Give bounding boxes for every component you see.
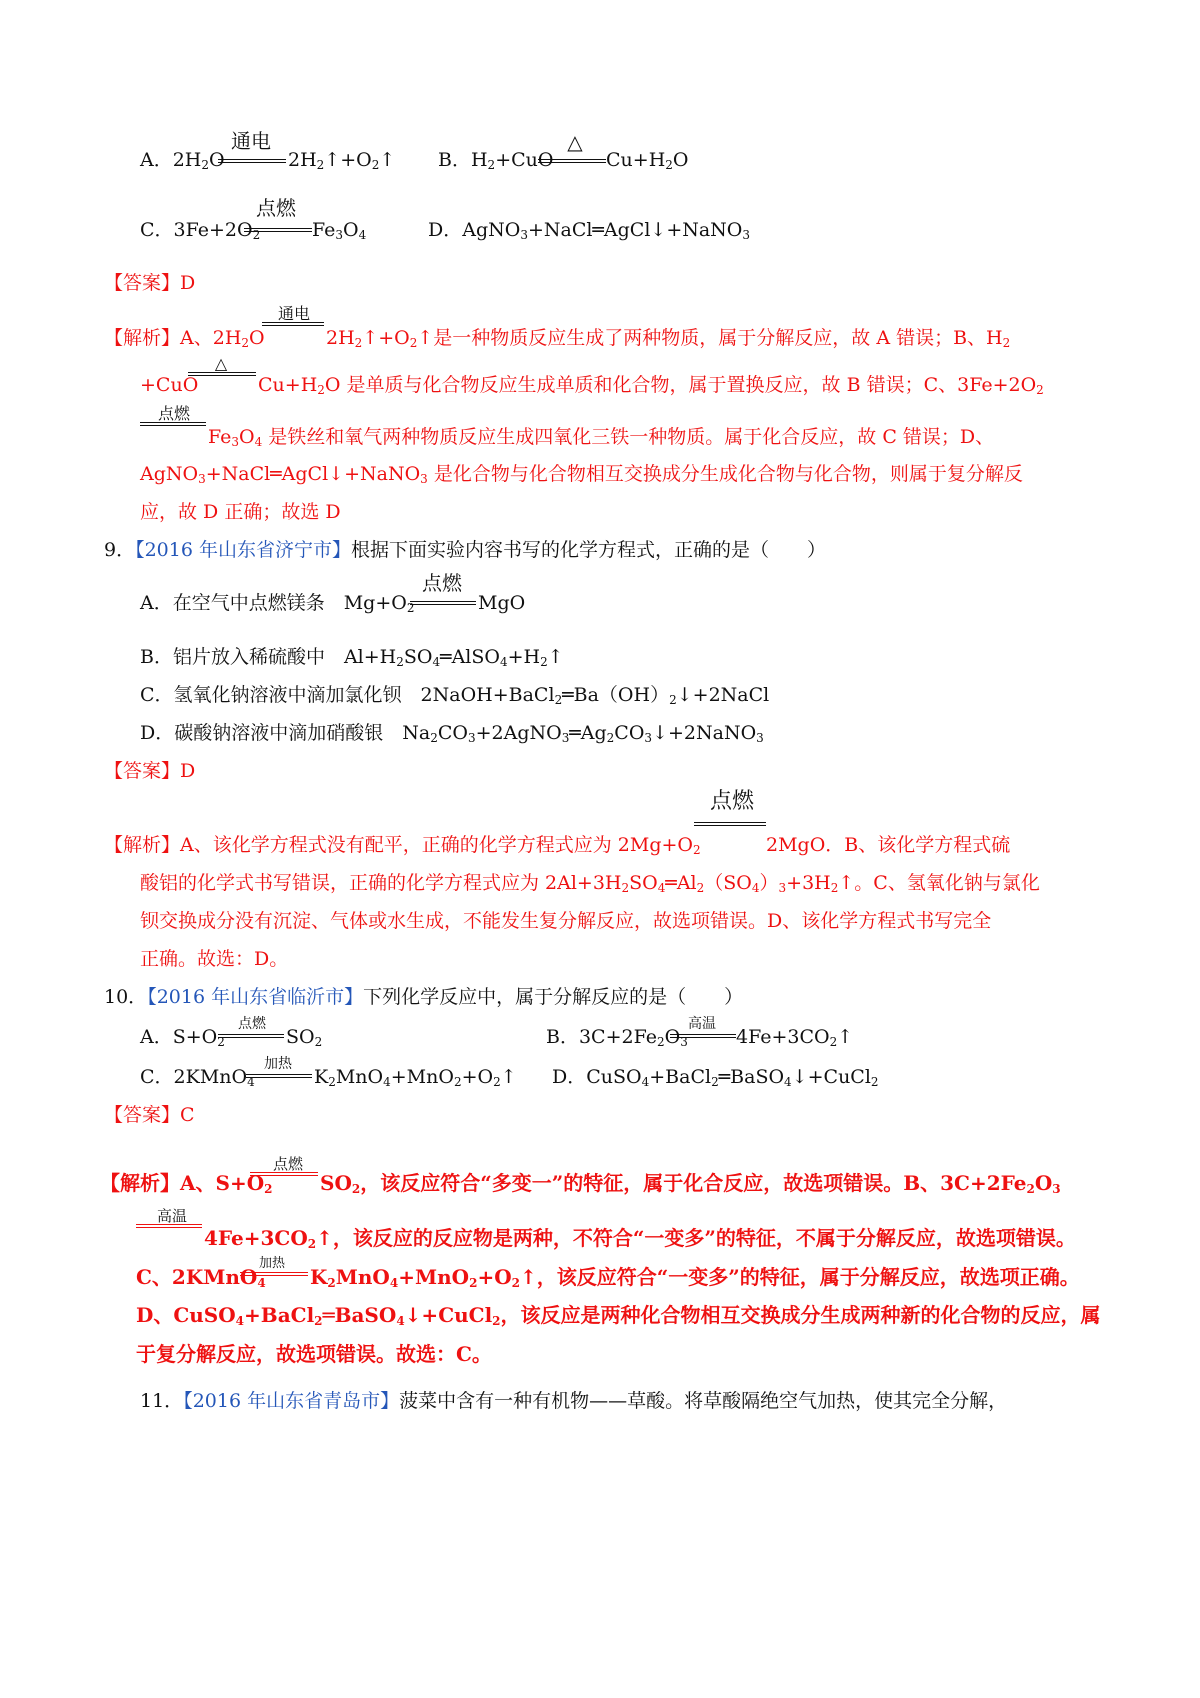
q9-option-a: A．在空气中点燃镁条 $Mg+O_2$ (140, 592, 415, 615)
q11-stem: 11．【2016 年山东省青岛市】菠菜中含有一种有机物——草酸。将草酸隔绝空气加热，使其完全分解， (140, 1390, 1008, 1412)
condition-dianran: 点燃 (272, 1155, 303, 1173)
q10-option-b-product: $4Fe+3CO_2↑$ (736, 1026, 854, 1049)
q10-option-b: B．$3C+2Fe_2O_3$ (546, 1026, 688, 1049)
q10-analysis-line2: $4Fe+3CO_2↑$，该反应的反应物是两种，不符合“一变多”的特征，不属于分解反应，故选项错误。 (204, 1226, 1076, 1251)
equal-bar (188, 372, 256, 376)
q10-analysis-line4: D、CuSO$_4$+BaCl$_2$═BaSO$_4$↓+CuCl$_2$，该反应是两种化合物相互交换成分生成两种新的化合物的反应，属 (136, 1303, 1101, 1328)
q9-option-d: D．碳酸钠溶液中滴加硝酸银 $Na_2CO_3+2AgNO_3═Ag_2CO_3↓+2NaNO_3$ (140, 722, 764, 745)
equal-bar (538, 159, 606, 163)
q10-analysis-line5: 于复分解反应，故选项错误。故选：C。 (136, 1342, 492, 1366)
q8-analysis-line4: AgNO$_3$+NaCl═AgCl↓+NaNO$_3$ 是化合物与化合物相互交换成分生成化合物与化合物，则属于复分解反 (140, 463, 1023, 486)
equal-bar (240, 1272, 308, 1276)
q9-option-a-product: MgO (478, 592, 526, 614)
condition-tongdian: 通电 (277, 304, 310, 323)
q8-analysis-line3: $Fe_3O_4$ 是铁丝和氧气两种物质反应生成四氧化三铁一种物质。属于化合反应，故 C 错误；D、 (208, 426, 995, 449)
equal-bar (218, 159, 286, 163)
condition-jiare: 加热 (264, 1056, 292, 1072)
condition-gaowen: 高温 (156, 1207, 187, 1225)
q11-source: 【2016 年山东省青岛市】 (183, 1390, 400, 1412)
q9-analysis-line1-cont: 2MgO．B、该化学方程式硫 (766, 834, 1011, 856)
equal-bar (136, 1224, 202, 1228)
q10-analysis-line3-cont: $K_2MnO_4+MnO_2+O_2↑$，该反应符合“一变多”的特征，属于分解反应，故选项正确。 (310, 1265, 1080, 1290)
equal-bar (140, 422, 206, 426)
q10-source: 【2016 年山东省临沂市】 (147, 986, 364, 1008)
q10-option-d: D．CuSO$_4$+BaCl$_2$═BaSO$_4$↓+CuCl$_2$ (552, 1066, 879, 1089)
equal-bar (670, 1034, 736, 1038)
triangle-icon: △ (214, 354, 228, 373)
q8-option-b-product: $Cu+H_2O$ (606, 149, 689, 172)
q10-stem: 10．【2016 年山东省临沂市】下列化学反应中，属于分解反应的是（ ） (104, 986, 744, 1008)
condition-dianran: 点燃 (422, 571, 462, 595)
q10-option-c-product: $K_2MnO_4+MnO_2+O_2↑$ (314, 1066, 517, 1089)
q9-answer: 【答案】D (104, 760, 196, 782)
equal-bar (246, 1074, 312, 1078)
q10-analysis-line3: C、2KMnO$_4$ (136, 1265, 266, 1290)
equal-bar (694, 822, 766, 826)
q10-answer: 【答案】C (104, 1104, 195, 1126)
q8-option-a: A．$2H_2O$ (140, 149, 225, 172)
q10-analysis-line1: 【解析】A、$S+O_2$ (100, 1171, 273, 1196)
q8-option-d: D．AgNO$_3$+NaCl═AgCl↓+NaNO$_3$ (428, 219, 751, 242)
condition-dianran: 点燃 (256, 196, 296, 220)
q8-analysis-line2-cont: $Cu+H_2O$ 是单质与化合物反应生成单质和化合物，属于置换反应，故 B 错误；C、$3Fe+2O_2$ (258, 374, 1044, 397)
q9-option-c: C．氢氧化钠溶液中滴加氯化钡 $2NaOH+BaCl_2═Ba(OH)_2↓+2NaCl$ (140, 684, 770, 707)
q8-analysis-line1-cont: $2H_2↑+O_2↑$是一种物质反应生成了两种物质，属于分解反应，故 A 错误；B、$H_2$ (326, 327, 1011, 350)
q9-analysis-line1: 【解析】A、该化学方程式没有配平，正确的化学方程式应为 $2Mg+O_2$ (104, 834, 701, 857)
equal-bar (250, 1172, 318, 1176)
q10-analysis-line1-cont: $SO_2$，该反应符合“多变一”的特征，属于化合反应，故选项错误。B、$3C+2Fe_2O_3$ (320, 1171, 1061, 1196)
triangle-icon: △ (567, 130, 583, 154)
q8-option-c-product: $Fe_3O_4$ (312, 219, 367, 242)
condition-gaowen: 高温 (688, 1016, 716, 1032)
equal-bar (244, 228, 312, 232)
q8-answer: 【答案】D (104, 272, 196, 294)
q8-analysis-line2: +CuO (140, 374, 199, 396)
condition-tongdian: 通电 (231, 129, 271, 153)
q9-source: 【2016 年山东省济宁市】 (135, 539, 351, 561)
q8-option-c: C．$3Fe+2O_2$ (140, 219, 261, 242)
condition-dianran: 点燃 (238, 1016, 266, 1032)
q9-analysis-line4: 正确。故选：D。 (140, 948, 289, 970)
condition-jiare: 加热 (258, 1256, 285, 1271)
q8-analysis-line5: 应，故 D 正确；故选 D (140, 501, 341, 523)
condition-dianran: 点燃 (709, 789, 754, 814)
q9-option-b: B．铝片放入稀硫酸中 $Al+H_2SO_4═AlSO_4+H_2↑$ (140, 646, 564, 669)
q10-option-a-product: $SO_2$ (286, 1026, 323, 1049)
equal-bar (262, 322, 324, 326)
q8-option-b: B．$H_2+CuO$ (438, 149, 554, 172)
q10-option-a: A．$S+O_2$ (140, 1026, 225, 1049)
equal-bar (218, 1034, 284, 1038)
condition-dianran: 点燃 (157, 404, 190, 423)
q9-analysis-line3: 钡交换成分没有沉淀、气体或水生成，不能发生复分解反应，故选项错误。D、该化学方程式书写完全 (140, 910, 992, 932)
q10-option-c: C．2KMnO$_4$ (140, 1066, 255, 1089)
equal-bar (410, 601, 476, 605)
q8-analysis-line1: 【解析】A、$2H_2O$ (104, 327, 265, 350)
q9-analysis-line2: 酸铝的化学式书写错误，正确的化学方程式应为 $2Al+3H_2SO_4═Al_2(SO_4)_3+3H_2↑$。C、氢氧化钠与氯化 (140, 872, 1040, 895)
q9-stem: 9．【2016 年山东省济宁市】根据下面实验内容书写的化学方程式，正确的是（ ） (104, 539, 827, 561)
q8-option-a-product: $2H_2↑+O_2↑$ (288, 149, 396, 172)
